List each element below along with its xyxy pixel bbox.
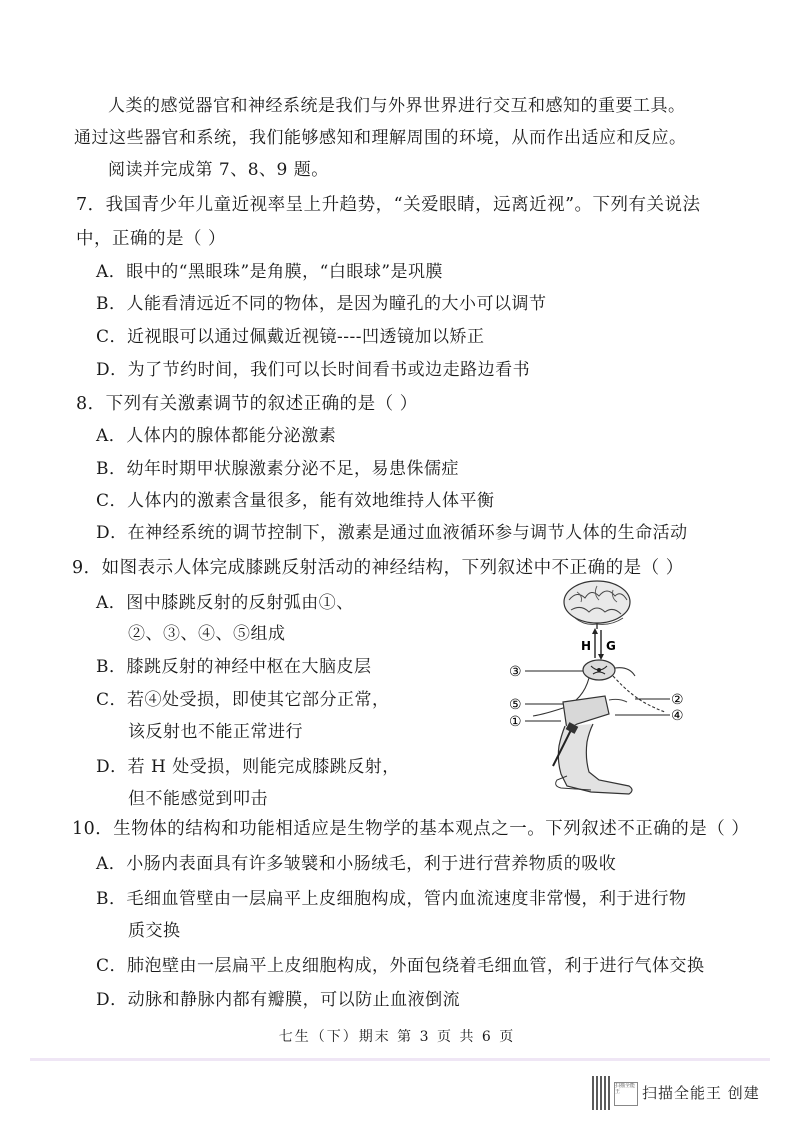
question-9-option-b: B．膝跳反射的神经中枢在大脑皮层 <box>96 657 372 677</box>
label-3: ③ <box>509 664 522 680</box>
question-10-option-b-line-1: B．毛细血管壁由一层扁平上皮细胞构成，管内血流速度非常慢，利于进行物 <box>96 889 687 909</box>
question-10-option-a: A．小肠内表面具有许多皱襞和小肠绒毛，利于进行营养物质的吸收 <box>96 854 617 874</box>
watermark-text: 扫描全能王 创建 <box>642 1084 760 1102</box>
question-8-option-c: C．人体内的激素含量很多，能有效地维持人体平衡 <box>96 491 495 511</box>
question-9-option-d-line-1: D．若 H 处受损，则能完成膝跳反射， <box>96 757 400 777</box>
question-10-option-d: D．动脉和静脉内都有瓣膜，可以防止血液倒流 <box>96 990 461 1010</box>
question-7-option-d: D．为了节约时间，我们可以长时间看书或边走路边看书 <box>96 360 531 380</box>
scan-edge-tint <box>30 1058 770 1061</box>
question-7-option-c: C．近视眼可以通过佩戴近视镜----凹透镜加以矫正 <box>96 327 485 347</box>
question-8-option-b: B．幼年时期甲状腺激素分泌不足，易患侏儒症 <box>96 459 459 479</box>
brain-illustration <box>564 581 630 629</box>
question-8-option-a: A．人体内的腺体都能分泌激素 <box>96 426 337 446</box>
question-9-option-a-line-1: A．图中膝跳反射的反射弧由①、 <box>96 593 354 613</box>
question-7-stem-line-2: 中，正确的是（ ） <box>76 229 227 249</box>
question-10-stem: 10．生物体的结构和功能相适应是生物学的基本观点之一。下列叙述不正确的是（ ） <box>72 819 750 839</box>
question-7-stem-line-1: 7．我国青少年儿童近视率呈上升趋势，“关爱眼睛，远离近视”。下列有关说法 <box>76 195 701 215</box>
question-9-option-d-line-2: 但不能感觉到叩击 <box>128 789 268 809</box>
question-9-option-c-line-2: 该反射也不能正常进行 <box>128 722 303 742</box>
scanner-logo-badge: 扫描全能王 <box>614 1082 638 1106</box>
question-8-stem: 8．下列有关激素调节的叙述正确的是（ ） <box>76 394 418 414</box>
question-9-stem: 9．如图表示人体完成膝跳反射活动的神经结构，下列叙述中不正确的是（ ） <box>72 558 684 578</box>
intro-line-1: 人类的感觉器官和神经系统是我们与外界世界进行交互和感知的重要工具。 <box>108 96 686 116</box>
question-7-option-a: A．眼中的“黑眼珠”是角膜，“白眼球”是巩膜 <box>96 262 444 282</box>
label-g: G <box>606 639 616 653</box>
question-7-option-b: B．人能看清远近不同的物体，是因为瞳孔的大小可以调节 <box>96 294 547 314</box>
question-9-option-c-line-1: C．若④处受损，即使其它部分正常， <box>96 690 390 710</box>
question-9-option-a-line-2: ②、③、④、⑤组成 <box>128 624 286 644</box>
spinal-cord-section <box>583 660 635 680</box>
scanner-watermark <box>592 1076 782 1110</box>
label-4: ④ <box>671 708 684 724</box>
page-footer: 七生（下）期末 第 3 页 共 6 页 <box>278 1029 516 1045</box>
descending-arrowhead <box>598 654 604 660</box>
question-10-option-c: C．肺泡壁由一层扁平上皮细胞构成，外面包绕着毛细血管，利于进行气体交换 <box>96 956 705 976</box>
label-1: ① <box>509 714 522 730</box>
intro-line-2: 通过这些器官和系统，我们能够感知和理解周围的环境，从而作出适应和反应。 <box>74 128 687 148</box>
label-2: ② <box>671 692 684 708</box>
intro-line-3: 阅读并完成第 7、8、9 题。 <box>108 160 329 180</box>
label-5: ⑤ <box>509 697 522 713</box>
label-h: H <box>581 639 592 653</box>
question-10-option-b-line-2: 质交换 <box>128 921 181 941</box>
leg-illustration <box>553 696 632 794</box>
knee-reflex-figure <box>505 580 690 805</box>
efferent-nerve <box>613 676 665 712</box>
qr-code-icon <box>592 1076 612 1110</box>
question-8-option-d: D．在神经系统的调节控制下，激素是通过血液循环参与调节人体的生命活动 <box>96 523 688 543</box>
